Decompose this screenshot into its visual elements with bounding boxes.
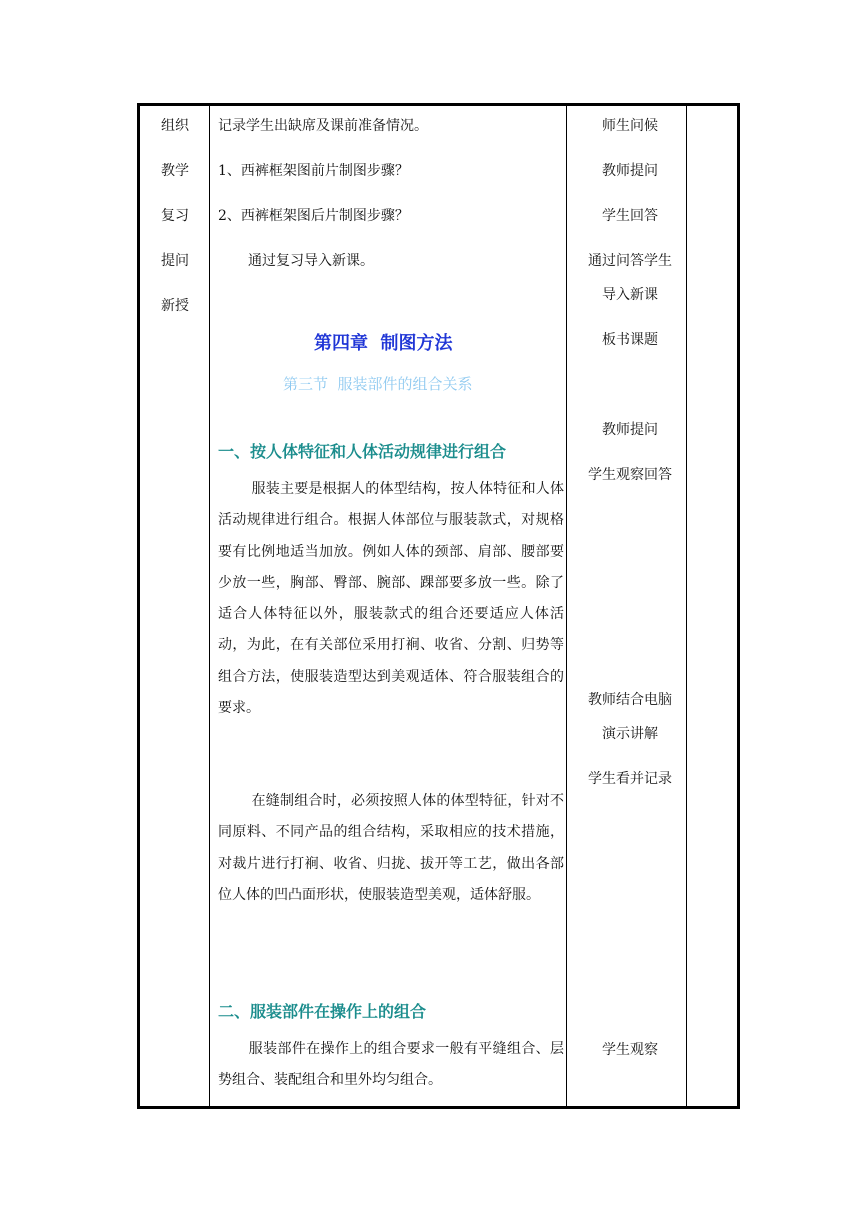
- activity-label: 教师提问: [602, 422, 658, 438]
- section-title: 第三节 服装部件的组合关系: [283, 375, 473, 393]
- lesson-plan-table: [137, 103, 740, 1109]
- paragraph: 服装主要是根据人的体型结构，按人体特征和人体活动规律进行组合。根据人体部位与服装款式，对规格要有比例地适当加放。例如人体的颈部、肩部、腰部要少放一些，胸部、臀部、腕部、踝部要多放一些。除了适合人体特征以外，服装款式的组合还要适应人体活动，为此，在有关部位采用打裥、收省、分割、归势等组合方法，使服装造型达到美观适体、符合服装组合的要求。: [218, 481, 564, 717]
- content-line: 记录学生出缺席及课前准备情况。: [218, 118, 428, 134]
- stage-label: 新授: [161, 298, 189, 314]
- activity-label: 学生观察回答: [588, 467, 672, 483]
- activity-label: 教师提问: [602, 163, 658, 179]
- stage-label: 组织: [161, 118, 189, 134]
- activity-label: 演示讲解: [602, 726, 658, 742]
- chapter-title: 第四章 制图方法: [314, 333, 453, 354]
- paragraph: 在缝制组合时，必须按照人体的体型特征，针对不同原料、不同产品的组合结构，采取相应的技术措施，对裁片进行打裥、收省、归拢、拔开等工艺，做出各部位人体的凹凸面形状，使服装造型美观，适体舒服。: [218, 793, 564, 903]
- paragraph: 服装部件在操作上的组合要求一般有平缝组合、层势组合、装配组合和里外均匀组合。: [218, 1041, 564, 1089]
- review-question: 2、西裤框架图后片制图步骤？: [218, 208, 409, 224]
- heading-2: 二、服装部件在操作上的组合: [218, 1002, 427, 1021]
- activity-label: 师生问候: [602, 118, 658, 134]
- activity-label: 学生回答: [602, 208, 658, 224]
- activity-label: 通过问答学生: [588, 253, 672, 269]
- stage-label: 提问: [161, 253, 189, 269]
- stage-label: 教学: [161, 163, 189, 179]
- content-line: 通过复习导入新课。: [248, 253, 374, 269]
- column-divider: [209, 106, 210, 1106]
- activity-label: 学生观察: [602, 1042, 658, 1058]
- column-divider: [566, 106, 567, 1106]
- activity-label: 板书课题: [602, 332, 658, 348]
- review-question: 1、西裤框架图前片制图步骤？: [218, 163, 409, 179]
- activity-label: 导入新课: [602, 287, 658, 303]
- heading-1: 一、按人体特征和人体活动规律进行组合: [218, 442, 507, 461]
- activity-label: 教师结合电脑: [588, 692, 672, 708]
- stage-label: 复习: [161, 208, 189, 224]
- activity-label: 学生看并记录: [588, 771, 672, 787]
